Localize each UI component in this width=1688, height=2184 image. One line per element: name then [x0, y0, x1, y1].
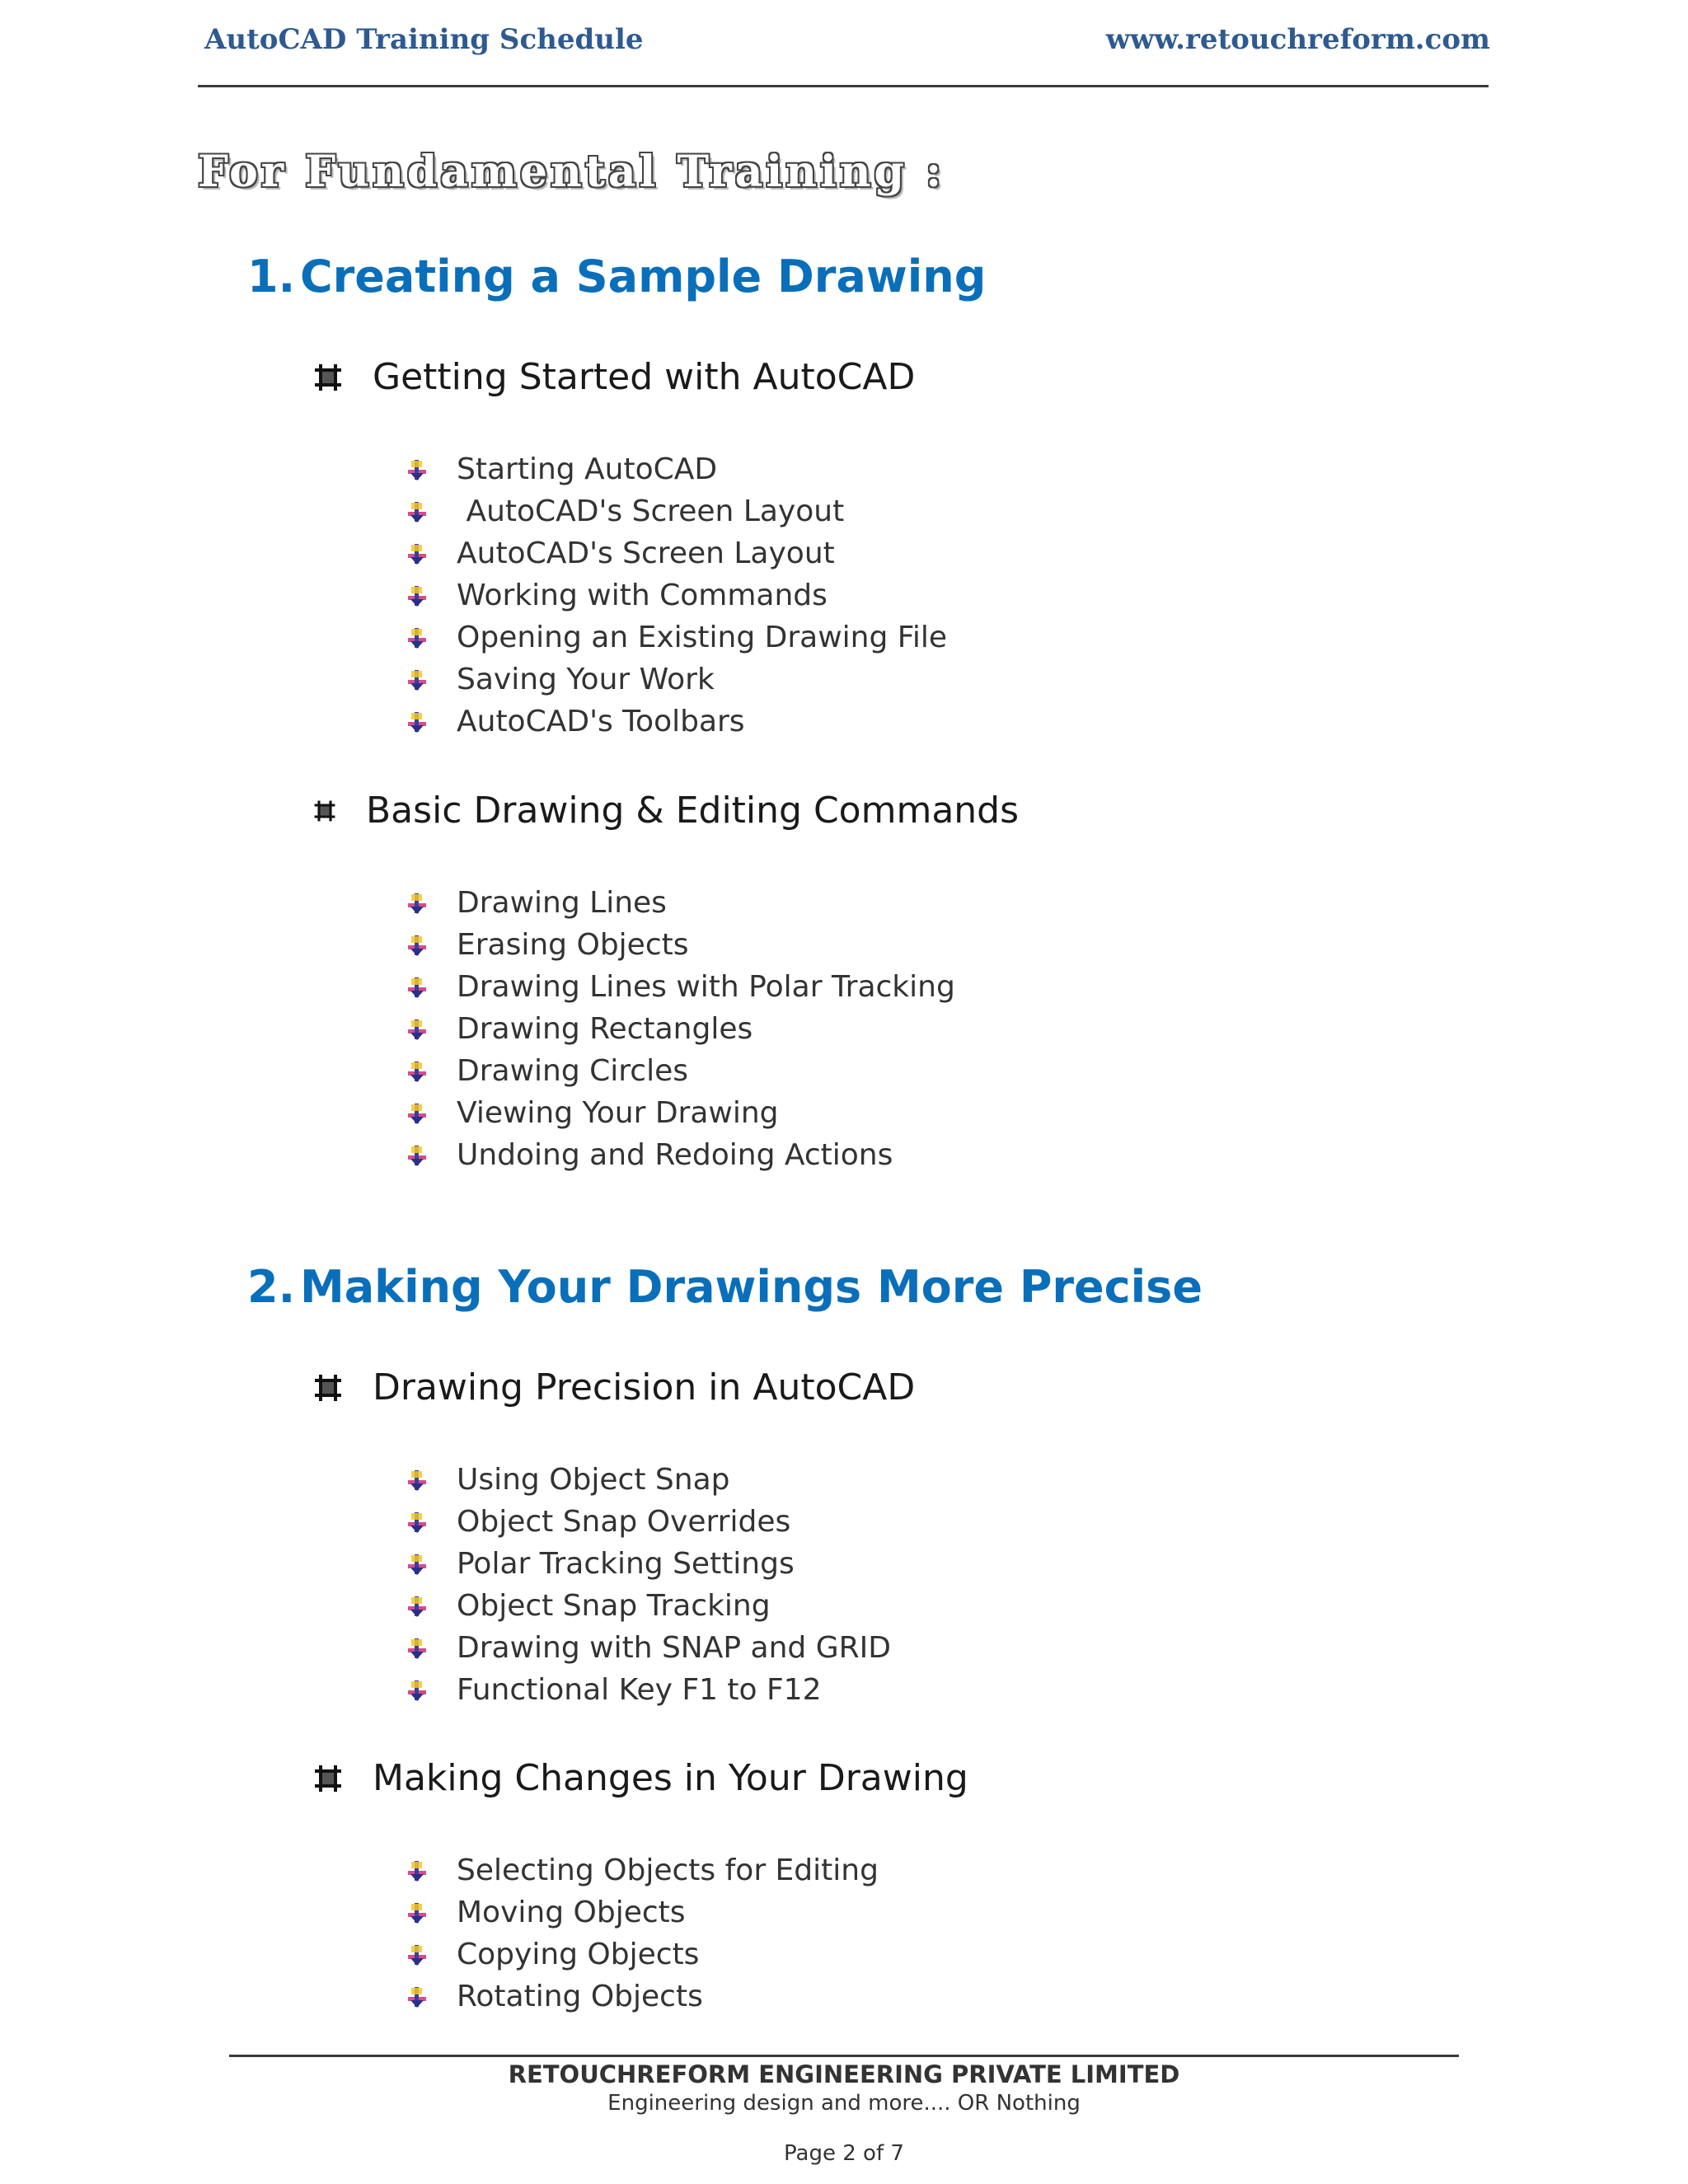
header-divider	[198, 85, 1489, 87]
section-title: Creating a Sample Drawing	[300, 251, 987, 302]
arrow-down-bullet-icon	[406, 934, 429, 957]
arrow-down-bullet-icon	[406, 892, 429, 915]
list-item-text: Moving Objects	[457, 1896, 686, 1929]
list-item	[406, 1891, 879, 1933]
list-item	[406, 1975, 879, 2018]
list-item-text: Copying Objects	[457, 1938, 700, 1971]
list-item	[406, 532, 947, 574]
arrow-down-bullet-icon	[406, 1102, 429, 1125]
list-item	[406, 1669, 891, 1711]
list-item-text: Selecting Objects for Editing	[457, 1854, 879, 1887]
hash-bullet-icon	[313, 1764, 343, 1793]
list-item	[406, 490, 947, 532]
section-title: Making Your Drawings More Precise	[300, 1261, 1203, 1313]
subsection-title: Making Changes in Your Drawing	[373, 1757, 968, 1799]
list-item-text: Drawing Rectangles	[457, 1012, 753, 1046]
list-item-text: Drawing Lines with Polar Tracking	[457, 970, 955, 1004]
list-item-text: Drawing Circles	[457, 1054, 688, 1088]
list-item-text: Object Snap Tracking	[457, 1589, 771, 1623]
list-item	[406, 1627, 891, 1669]
list-item	[406, 574, 947, 616]
list-item	[406, 616, 947, 658]
subsection-heading	[313, 790, 1019, 832]
hash-bullet-icon	[313, 1373, 343, 1403]
list-item-text: Object Snap Overrides	[457, 1505, 791, 1539]
list-item	[406, 1543, 891, 1585]
list-item-text: AutoCAD's Screen Layout	[457, 537, 835, 570]
arrow-down-bullet-icon	[406, 1637, 429, 1660]
list-item	[406, 1849, 879, 1891]
list-item	[406, 1933, 879, 1975]
list-item-text: Erasing Objects	[457, 928, 689, 962]
list-item	[406, 924, 955, 966]
header-website[interactable]: www.retouchreform.com	[1105, 23, 1490, 56]
list-item-text: Functional Key F1 to F12	[457, 1673, 822, 1707]
list-item-text: Polar Tracking Settings	[457, 1547, 795, 1581]
list-item-text: Saving Your Work	[457, 663, 715, 696]
arrow-down-bullet-icon	[406, 1018, 429, 1041]
subsection-heading	[313, 1366, 915, 1408]
list-item	[406, 658, 947, 701]
list-item	[406, 1459, 891, 1501]
arrow-down-bullet-icon	[406, 584, 429, 607]
arrow-down-bullet-icon	[406, 668, 429, 691]
subsection-title: Drawing Precision in AutoCAD	[373, 1366, 916, 1408]
header-title: AutoCAD Training Schedule	[204, 23, 644, 56]
list-item	[406, 966, 955, 1008]
list-item	[406, 1050, 955, 1092]
topic-list	[406, 1459, 891, 1711]
arrow-down-bullet-icon	[406, 1511, 429, 1534]
list-item	[406, 1501, 891, 1543]
page-title: For Fundamental Training :	[198, 147, 945, 197]
arrow-down-bullet-icon	[406, 1060, 429, 1083]
list-item	[406, 1092, 955, 1134]
section-heading-2	[247, 1261, 1203, 1313]
arrow-down-bullet-icon	[406, 976, 429, 999]
footer-divider	[229, 2055, 1459, 2057]
arrow-down-bullet-icon	[406, 1679, 429, 1702]
section-heading-1	[247, 251, 986, 302]
arrow-down-bullet-icon	[406, 458, 429, 481]
footer-company: RETOUCHREFORM ENGINEERING PRIVATE LIMITED	[508, 2060, 1180, 2088]
footer-tagline: Engineering design and more.... OR Nothing	[607, 2091, 1081, 2116]
page-number: Page 2 of 7	[784, 2141, 904, 2166]
list-item-text: Rotating Objects	[457, 1980, 703, 2013]
subsection-title: Basic Drawing & Editing Commands	[366, 790, 1020, 832]
list-item-text: Opening an Existing Drawing File	[457, 621, 948, 654]
topic-list	[406, 1849, 879, 2018]
arrow-down-bullet-icon	[406, 1595, 429, 1618]
list-item	[406, 701, 947, 743]
topic-list	[406, 448, 947, 743]
subsection-heading	[313, 1757, 968, 1799]
list-item-text: Drawing Lines	[457, 886, 667, 920]
arrow-down-bullet-icon	[406, 1144, 429, 1167]
arrow-down-bullet-icon	[406, 626, 429, 649]
list-item	[406, 1585, 891, 1627]
arrow-down-bullet-icon	[406, 1985, 429, 2008]
arrow-down-bullet-icon	[406, 1943, 429, 1966]
section-number: 2.	[247, 1261, 296, 1313]
arrow-down-bullet-icon	[406, 710, 429, 733]
list-item-text: Starting AutoCAD	[457, 452, 718, 486]
hash-bullet-icon	[313, 363, 343, 392]
list-item-text: Viewing Your Drawing	[457, 1096, 779, 1130]
list-item-text: AutoCAD's Toolbars	[457, 705, 745, 738]
list-item-text: AutoCAD's Screen Layout	[457, 494, 845, 528]
list-item-text: Undoing and Redoing Actions	[457, 1138, 893, 1172]
list-item-text: Working with Commands	[457, 579, 828, 612]
arrow-down-bullet-icon	[406, 500, 429, 523]
arrow-down-bullet-icon	[406, 542, 429, 565]
list-item-text: Using Object Snap	[457, 1463, 730, 1497]
list-item	[406, 448, 947, 490]
list-item	[406, 1008, 955, 1050]
list-item	[406, 1134, 955, 1176]
subsection-title: Getting Started with AutoCAD	[373, 356, 916, 398]
arrow-down-bullet-icon	[406, 1901, 429, 1924]
topic-list	[406, 882, 955, 1176]
list-item	[406, 882, 955, 924]
section-number: 1.	[247, 251, 296, 302]
list-item-text: Drawing with SNAP and GRID	[457, 1631, 891, 1665]
subsection-heading	[313, 356, 915, 398]
arrow-down-bullet-icon	[406, 1859, 429, 1882]
arrow-down-bullet-icon	[406, 1553, 429, 1576]
hash-bullet-icon	[313, 799, 336, 823]
arrow-down-bullet-icon	[406, 1469, 429, 1492]
